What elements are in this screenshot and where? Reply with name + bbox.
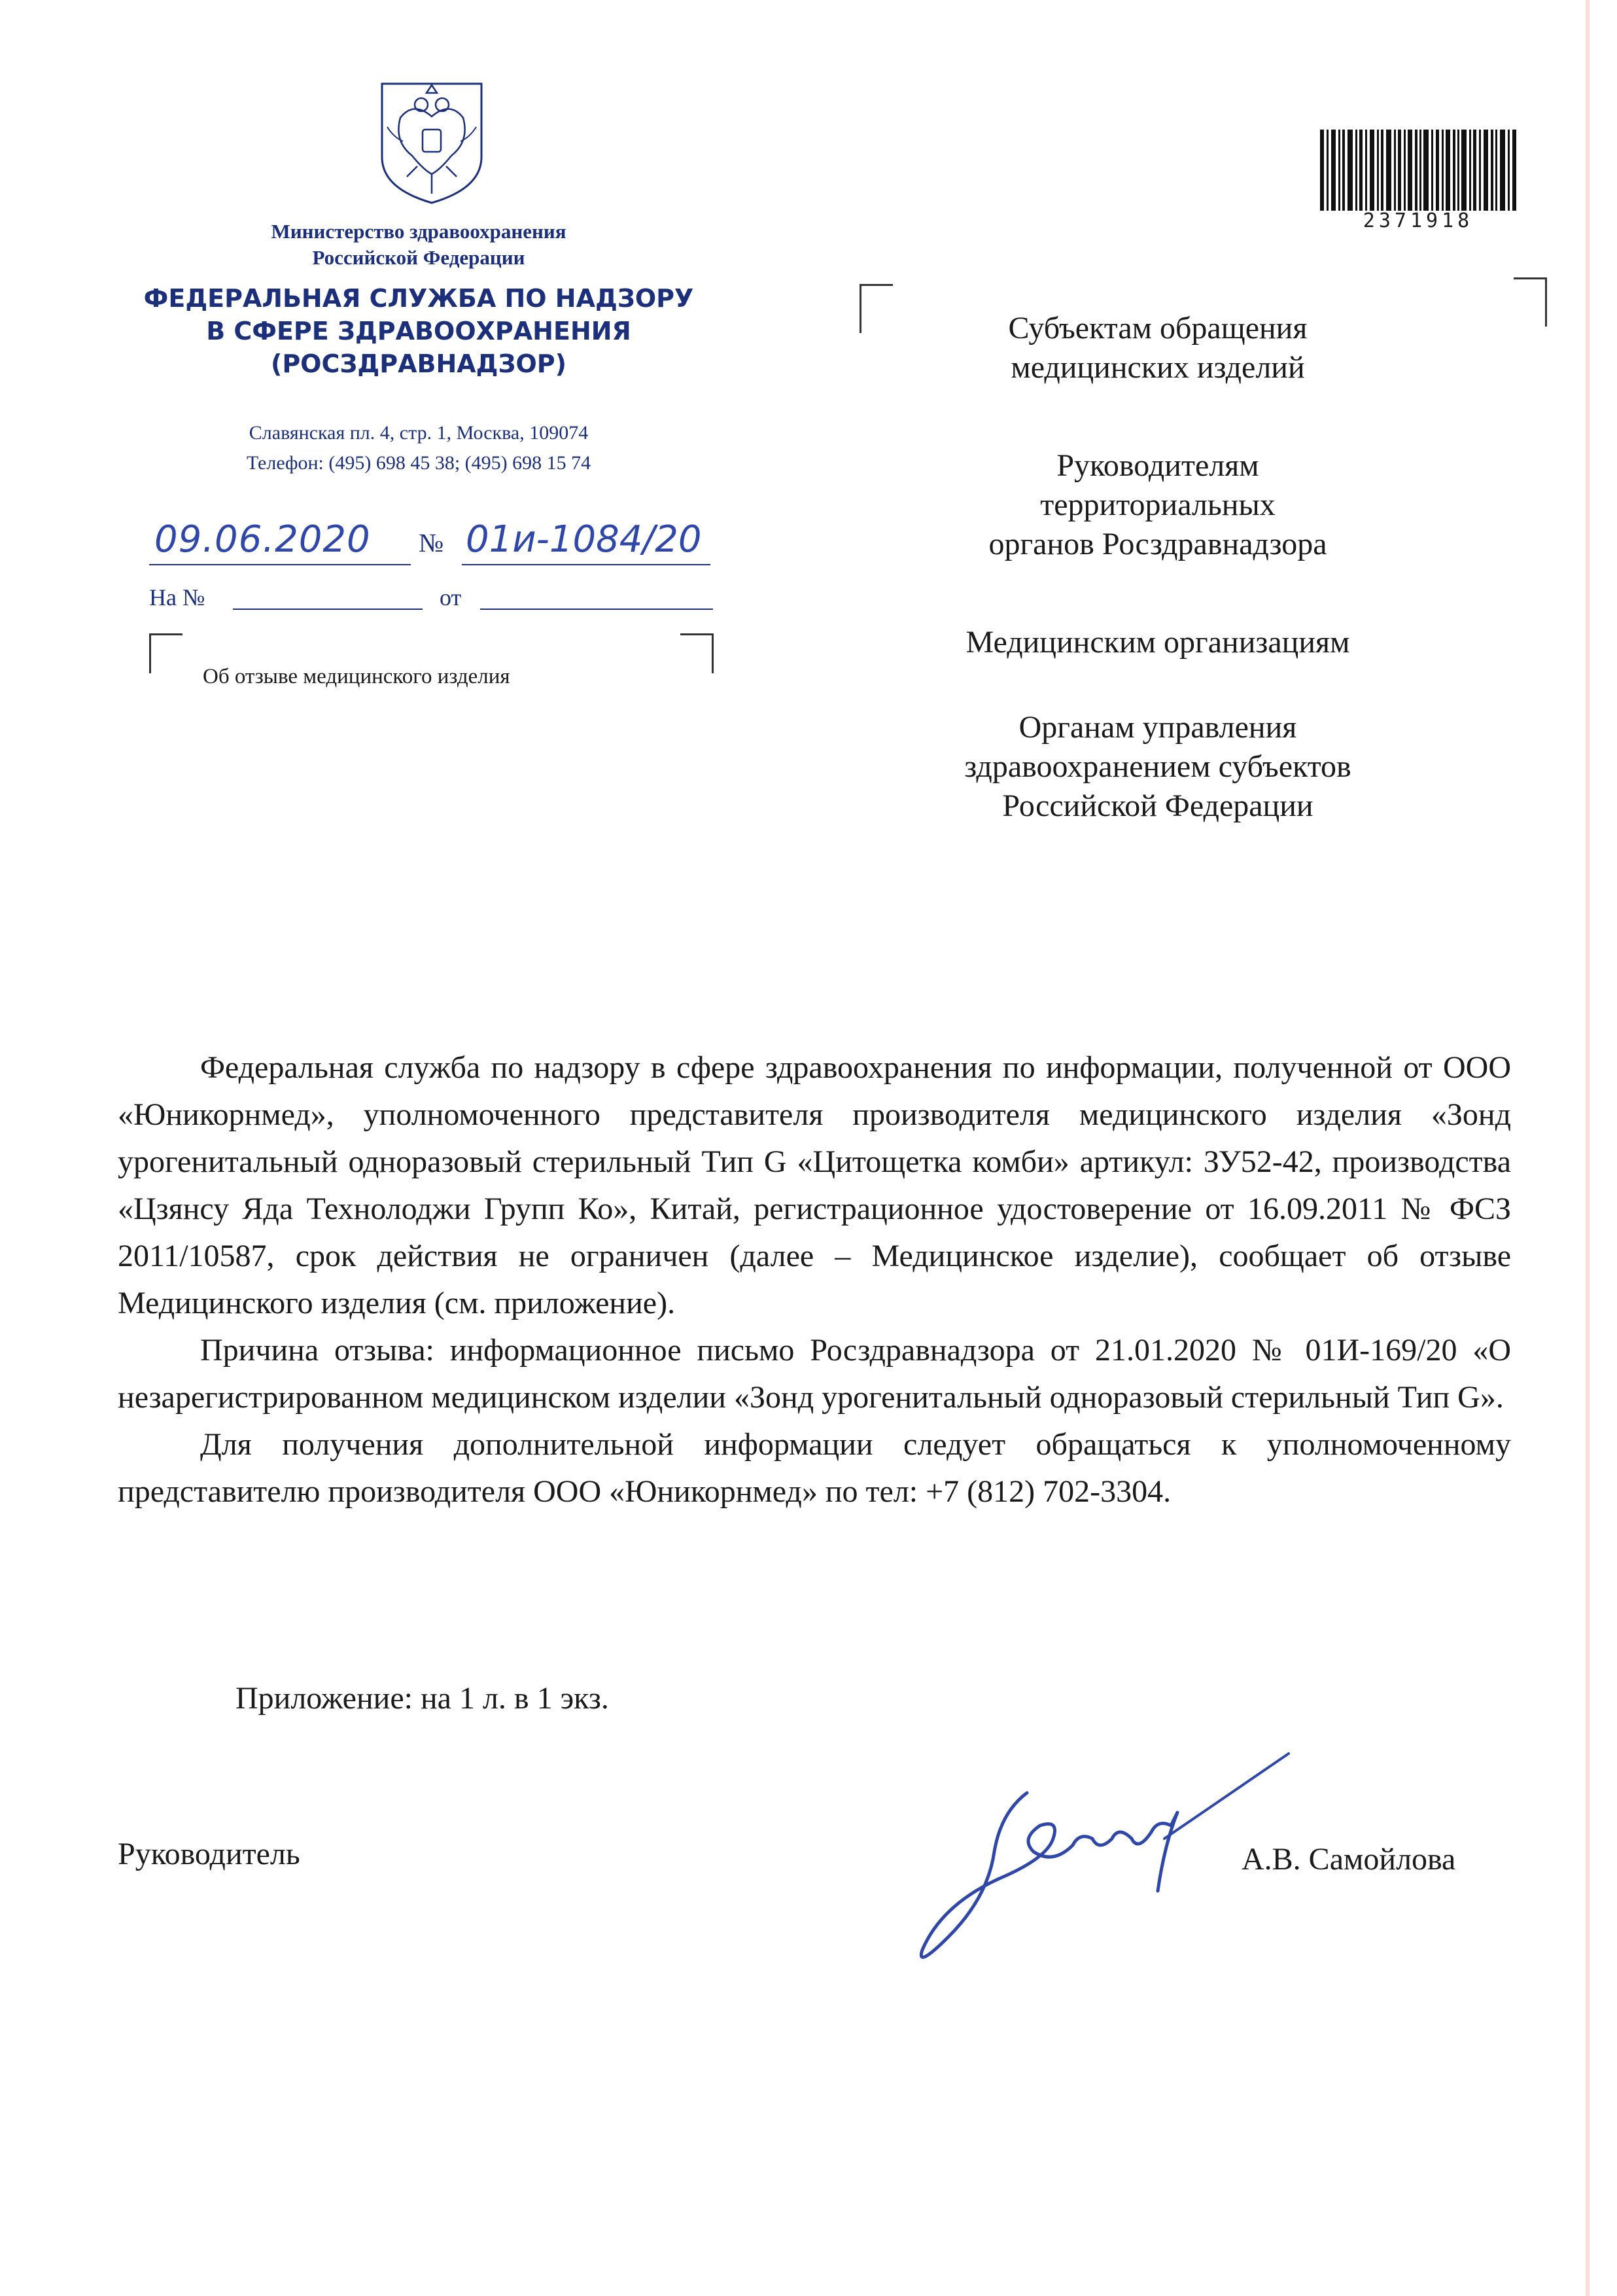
letter-subject: Об отзыве медицинского изделия bbox=[203, 665, 510, 688]
signer-title: Руководитель bbox=[118, 1837, 300, 1871]
body-paragraph: Федеральная служба по надзору в сфере здравоохранения по информации, полученной от ООО «Юникорнмед», уполномоченного представителя производителя медицинского изделия «Зонд урогенитальный одноразовый стерильный Тип G «Цитощетка комби» артикул: ЗУ52-42, производства «Цзянсу Яда Технолоджи Групп Ко», Китай, регистрационное удостоверение от 16.09.2011 № ФСЗ 2011/10587, срок действия не ограничен (далее – Медицинское изделие), сообщает об отзыве Медицинского изделия (см. приложение). bbox=[118, 1050, 1511, 1320]
phone-line: Телефон: (495) 698 45 38; (495) 698 15 74 bbox=[246, 452, 591, 474]
barcode-graphic bbox=[1320, 130, 1516, 211]
subject-bracket-left bbox=[149, 633, 183, 673]
service-name-line3: (РОСЗДРАВНАДЗОР) bbox=[270, 349, 567, 378]
addressee-block bbox=[863, 309, 1452, 387]
subject-bracket-right bbox=[680, 633, 714, 673]
addressee-line: Субъектам обращения bbox=[1008, 311, 1308, 345]
addressee-line: Медицинским организациям bbox=[965, 625, 1350, 660]
number-underline bbox=[462, 564, 710, 565]
body-paragraph: Причина отзыва: информационное письмо Росздравнадзора от 21.01.2020 № 01И-169/20 «О незарегистрированном медицинском изделии «Зонд урогенитальный одноразовый стерильный Тип G». bbox=[118, 1333, 1511, 1415]
addressee-line: Российской Федерации bbox=[1002, 788, 1313, 823]
reference-number-label: На № bbox=[149, 584, 205, 610]
attachment-note: Приложение: на 1 л. в 1 экз. bbox=[235, 1681, 609, 1716]
barcode-number: 2371918 bbox=[1363, 209, 1474, 232]
addressee-line: территориальных bbox=[1040, 487, 1276, 522]
addressee-line: медицинских изделий bbox=[1011, 350, 1305, 385]
service-name-line2: В СФЕРЕ ЗДРАВООХРАНЕНИЯ bbox=[206, 317, 631, 345]
addressee-block bbox=[863, 446, 1452, 564]
ministry-name-line2: Российской Федерации bbox=[312, 246, 525, 269]
addressee-line: органов Росздравнадзора bbox=[988, 527, 1327, 561]
addressee-line: здравоохранением субъектов bbox=[964, 749, 1351, 784]
letter-body bbox=[118, 1044, 1511, 1515]
addressee-block bbox=[863, 623, 1452, 662]
signer-name: А.В. Самойлова bbox=[1242, 1842, 1456, 1877]
registration-date: 09.06.2020 bbox=[154, 518, 371, 561]
date-underline bbox=[149, 564, 411, 565]
number-label: № bbox=[419, 528, 444, 557]
reference-date-field bbox=[480, 609, 713, 610]
address-line: Славянская пл. 4, стр. 1, Москва, 109074 bbox=[249, 422, 589, 444]
body-paragraph: Для получения дополнительной информации следует обращаться к уполномоченному представителю производителя ООО «Юникорнмед» по тел: +7 (812) 702-3304. bbox=[118, 1427, 1511, 1509]
addressee-line: Органам управления bbox=[1018, 710, 1297, 745]
service-name-line1: ФЕДЕРАЛЬНАЯ СЛУЖБА ПО НАДЗОРУ bbox=[143, 284, 694, 313]
reference-from-label: от bbox=[440, 584, 462, 610]
coat-of-arms-emblem bbox=[374, 79, 489, 207]
reference-number-field bbox=[233, 609, 423, 610]
scan-edge bbox=[1586, 0, 1590, 2296]
addressee-line: Руководителям bbox=[1056, 448, 1259, 483]
addressee-bracket-right bbox=[1514, 277, 1547, 327]
ministry-name-line1: Министерство здравоохранения bbox=[271, 220, 566, 243]
registration-number: 01и-1084/20 bbox=[466, 518, 702, 561]
handwritten-signature bbox=[903, 1740, 1295, 1976]
addressee-block bbox=[863, 708, 1452, 826]
